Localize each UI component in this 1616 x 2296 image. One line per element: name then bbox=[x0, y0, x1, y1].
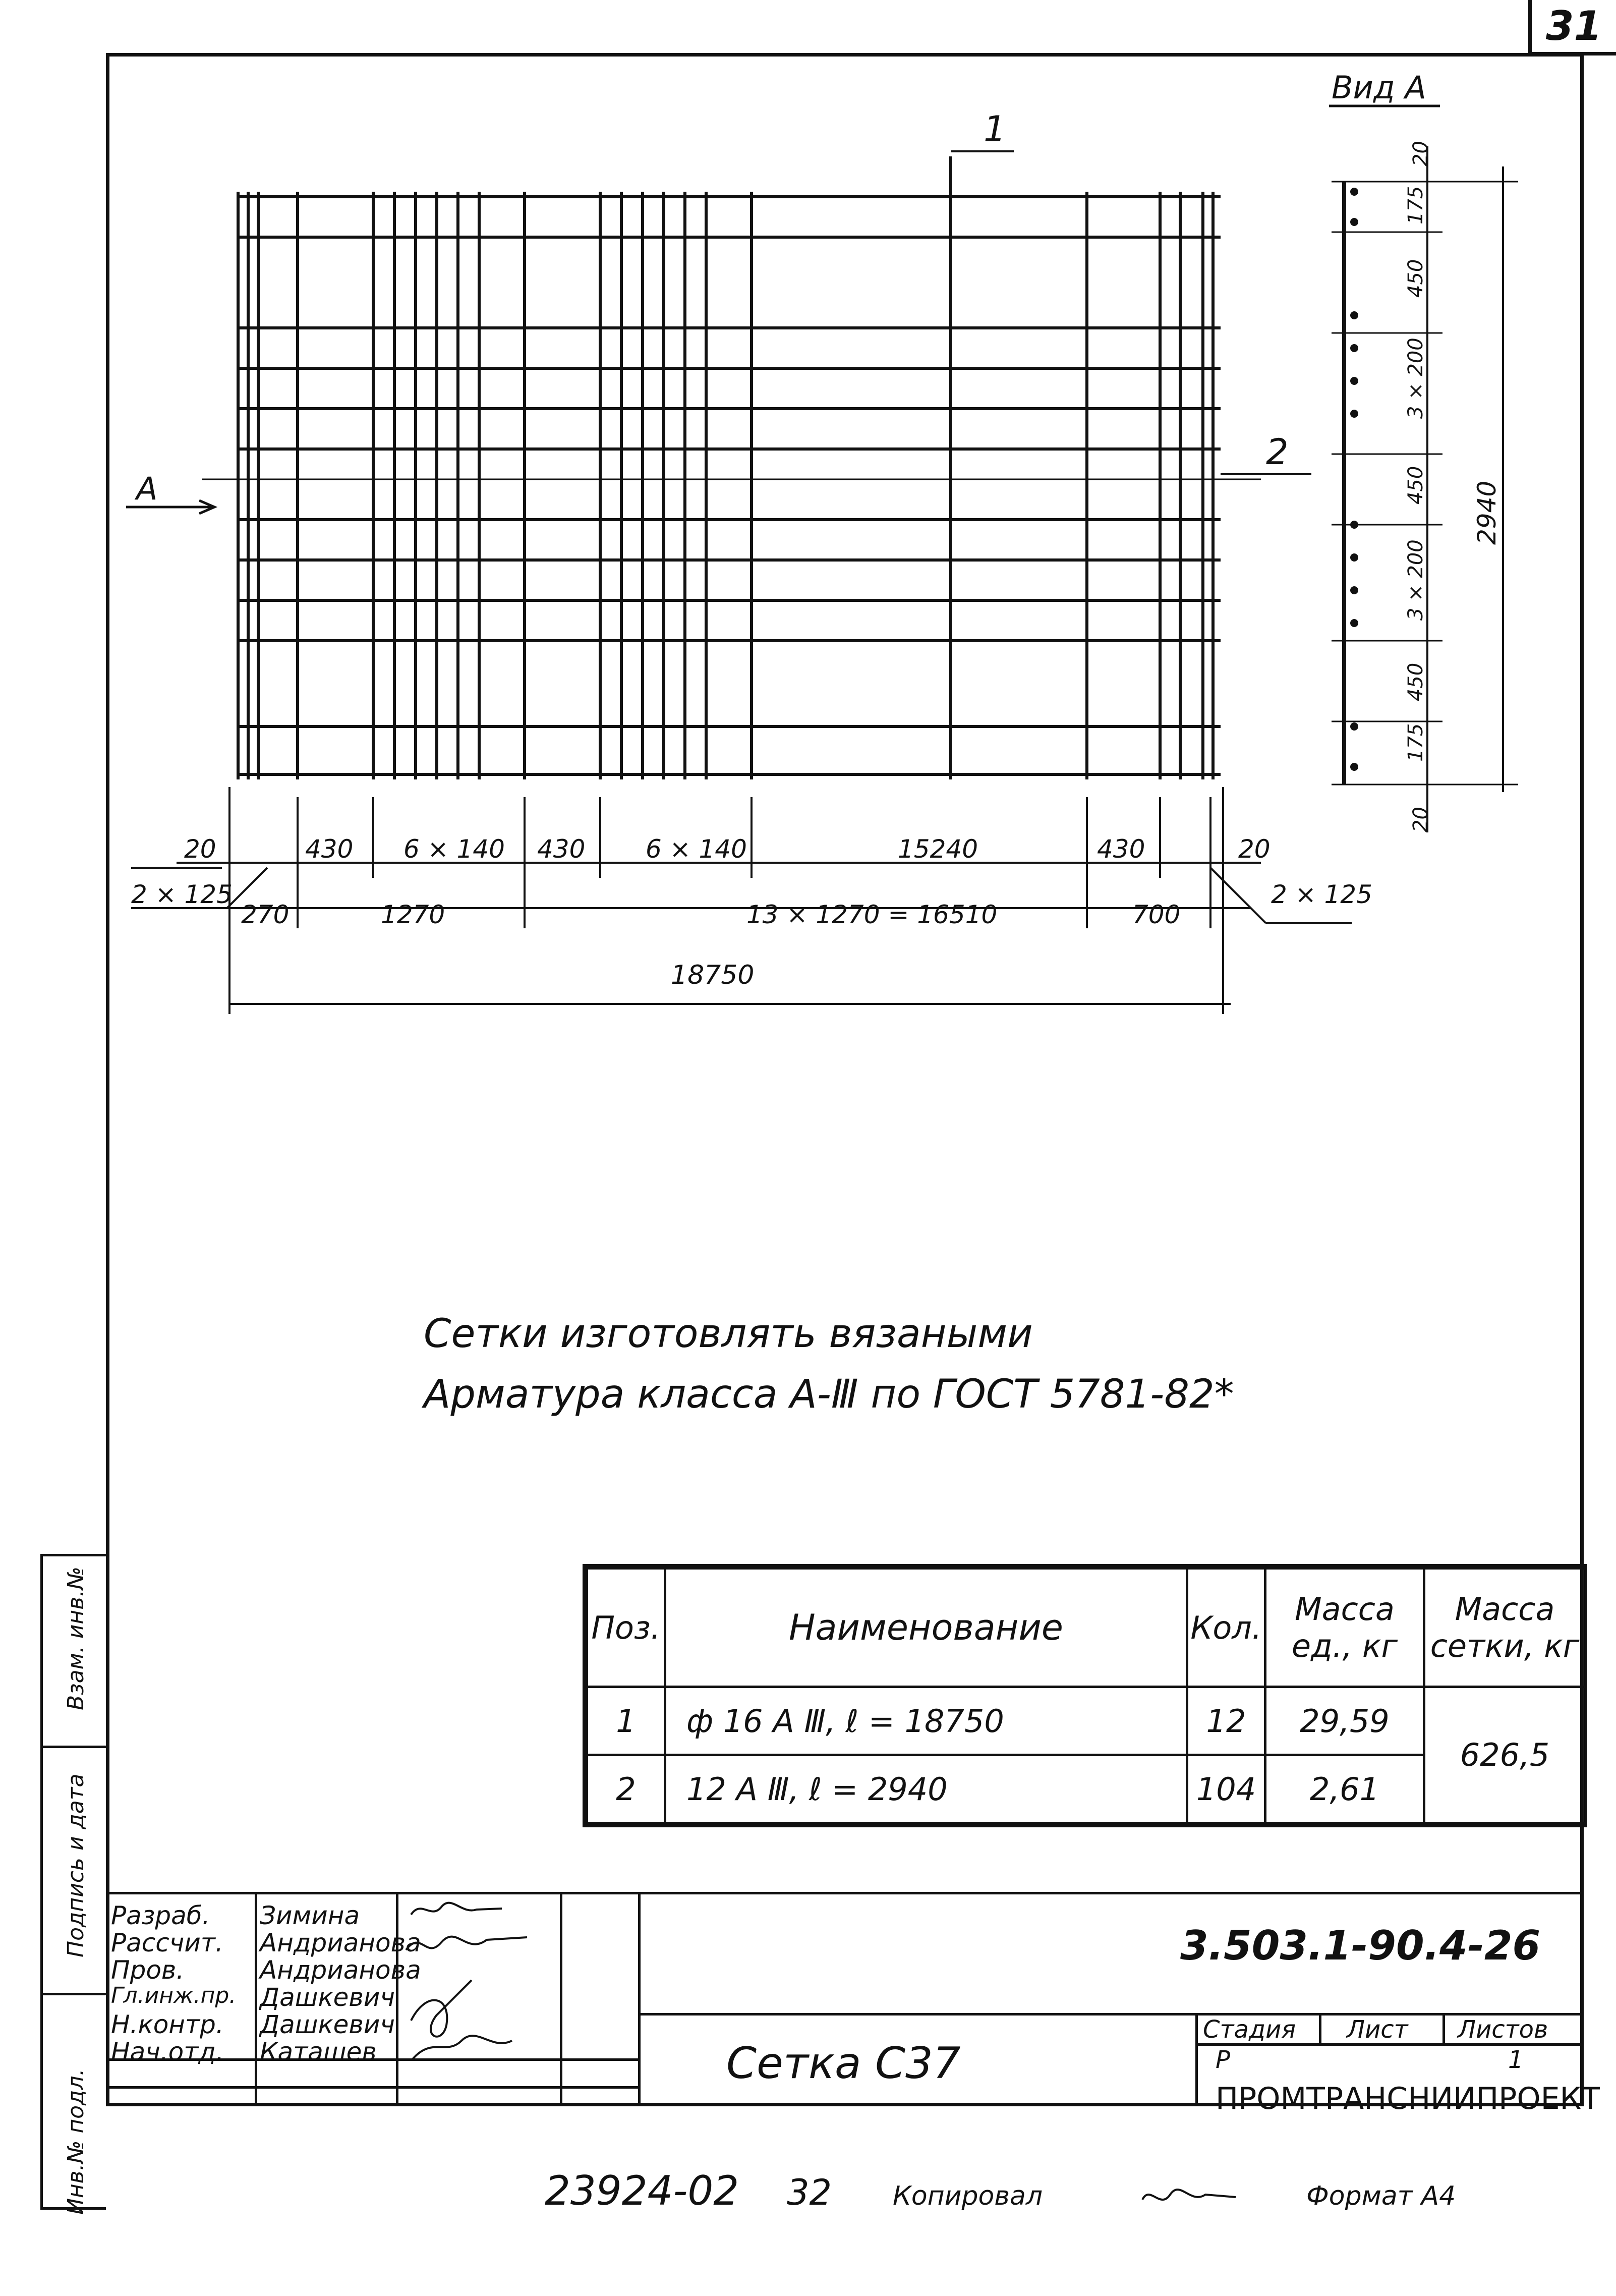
role-name: Каташев bbox=[260, 2037, 377, 2066]
row-qty: 104 bbox=[1187, 1755, 1265, 1823]
dim-total: 18750 bbox=[671, 960, 755, 990]
row-mass: 2,61 bbox=[1265, 1755, 1424, 1823]
role-name: Андрианова bbox=[260, 1955, 421, 1985]
horizontal-bars bbox=[237, 197, 1221, 774]
callout-2: 2 bbox=[1266, 431, 1289, 473]
spec-table bbox=[583, 1564, 1587, 1827]
table-row bbox=[587, 1687, 1586, 1755]
dim-label: 430 bbox=[537, 834, 586, 864]
dims-mid-row bbox=[131, 880, 1372, 929]
header-pos: Поз. bbox=[587, 1569, 665, 1687]
dim-label: 20 bbox=[1238, 834, 1271, 864]
stage-value: Р bbox=[1216, 2046, 1230, 2074]
dim-label: 13 × 1270 = 16510 bbox=[746, 900, 998, 929]
dim-label: 430 bbox=[305, 834, 354, 864]
header-mass-total: Масса сетки, кг bbox=[1424, 1569, 1586, 1687]
side-dim: 175 bbox=[1404, 186, 1427, 225]
signatures bbox=[401, 1894, 557, 2061]
drawing-title: Сетка С37 bbox=[726, 2038, 961, 2089]
dim-label: 6 × 140 bbox=[403, 834, 505, 864]
dim-label: 20 bbox=[184, 834, 216, 864]
copier-signature bbox=[1140, 2179, 1241, 2215]
role-label: Разраб. bbox=[111, 1901, 210, 1930]
dims-top-row bbox=[184, 834, 1271, 864]
sheets-label: Листов bbox=[1458, 2015, 1548, 2044]
side-dim: 175 bbox=[1404, 723, 1427, 762]
view-arrow-label: А bbox=[136, 470, 158, 507]
dim-label: 430 bbox=[1097, 834, 1145, 864]
dim-label: 700 bbox=[1132, 900, 1181, 929]
footer-num: 32 bbox=[787, 2172, 832, 2213]
header-qty: Кол. bbox=[1187, 1569, 1265, 1687]
side-dim: 3 × 200 bbox=[1404, 338, 1427, 419]
title-block bbox=[106, 1892, 1600, 2116]
mass-total: 626,5 bbox=[1424, 1687, 1586, 1823]
callout-1: 1 bbox=[984, 108, 1006, 150]
dim-label: 1270 bbox=[381, 900, 445, 929]
organization: ПРОМТРАНСНИИПРОЕКТ bbox=[1216, 2081, 1600, 2116]
side-stamp-inv: Инв.№ подл. bbox=[63, 2068, 89, 2215]
side-dim: 3 × 200 bbox=[1404, 539, 1427, 621]
row-name: ф 16 А Ⅲ, ℓ = 18750 bbox=[665, 1687, 1187, 1755]
vertical-bars bbox=[238, 156, 1213, 779]
row-qty: 12 bbox=[1187, 1687, 1265, 1755]
dim-label: 15240 bbox=[898, 834, 978, 864]
side-stamp-replace: Взам. инв.№ bbox=[63, 1566, 89, 1710]
row-name: 12 А Ⅲ, ℓ = 2940 bbox=[665, 1755, 1187, 1823]
dim-label: 6 × 140 bbox=[646, 834, 747, 864]
header-name: Наименование bbox=[665, 1569, 1187, 1687]
side-dim: 20 bbox=[1409, 141, 1432, 166]
dim-label: 2 × 125 bbox=[1271, 880, 1372, 909]
sheets-value: 1 bbox=[1508, 2046, 1524, 2074]
side-stamp bbox=[40, 1554, 106, 2210]
role-name: Дашкевич bbox=[260, 1983, 395, 2012]
note-line-1: Сетки изготовлять вязаными bbox=[424, 1311, 1033, 1357]
footer-code: 23924-02 bbox=[545, 2167, 739, 2214]
role-name: Зимина bbox=[260, 1901, 360, 1930]
dim-label: 2 × 125 bbox=[131, 880, 233, 909]
divider bbox=[40, 1993, 106, 1995]
stage-label: Стадия bbox=[1203, 2015, 1296, 2044]
sheet-number: 31 bbox=[1528, 0, 1616, 55]
role-label: Пров. bbox=[111, 1955, 185, 1985]
role-label: Н.контр. bbox=[111, 2010, 224, 2039]
doc-code: 3.503.1-90.4-26 bbox=[1180, 1922, 1541, 1969]
view-label: Вид А bbox=[1332, 69, 1426, 106]
side-view-bars bbox=[1350, 188, 1358, 771]
header-mass-unit: Масса ед., кг bbox=[1265, 1569, 1424, 1687]
side-total: 2940 bbox=[1472, 480, 1502, 545]
side-dim: 450 bbox=[1404, 466, 1427, 505]
role-label: Гл.инж.пр. bbox=[111, 1983, 237, 2008]
side-stamp-sign: Подпись и дата bbox=[63, 1773, 89, 1957]
note-line-2: Арматура класса А-Ⅲ по ГОСТ 5781-82* bbox=[424, 1372, 1234, 1417]
side-dim: 20 bbox=[1409, 807, 1432, 832]
dim-label: 270 bbox=[241, 900, 290, 929]
row-pos: 2 bbox=[587, 1755, 665, 1823]
role-label: Рассчит. bbox=[111, 1928, 223, 1957]
footer-copied: Копировал bbox=[893, 2181, 1043, 2211]
row-mass: 29,59 bbox=[1265, 1687, 1424, 1755]
role-name: Андрианова bbox=[260, 1928, 421, 1957]
side-dim: 450 bbox=[1404, 259, 1427, 298]
role-label: Нач.отд. bbox=[111, 2037, 224, 2066]
role-name: Дашкевич bbox=[260, 2010, 395, 2039]
side-dim: 450 bbox=[1404, 662, 1427, 701]
row-pos: 1 bbox=[587, 1687, 665, 1755]
sheet-label: Лист bbox=[1347, 2015, 1408, 2044]
footer-format: Формат А4 bbox=[1306, 2181, 1456, 2211]
divider bbox=[40, 1746, 106, 1748]
